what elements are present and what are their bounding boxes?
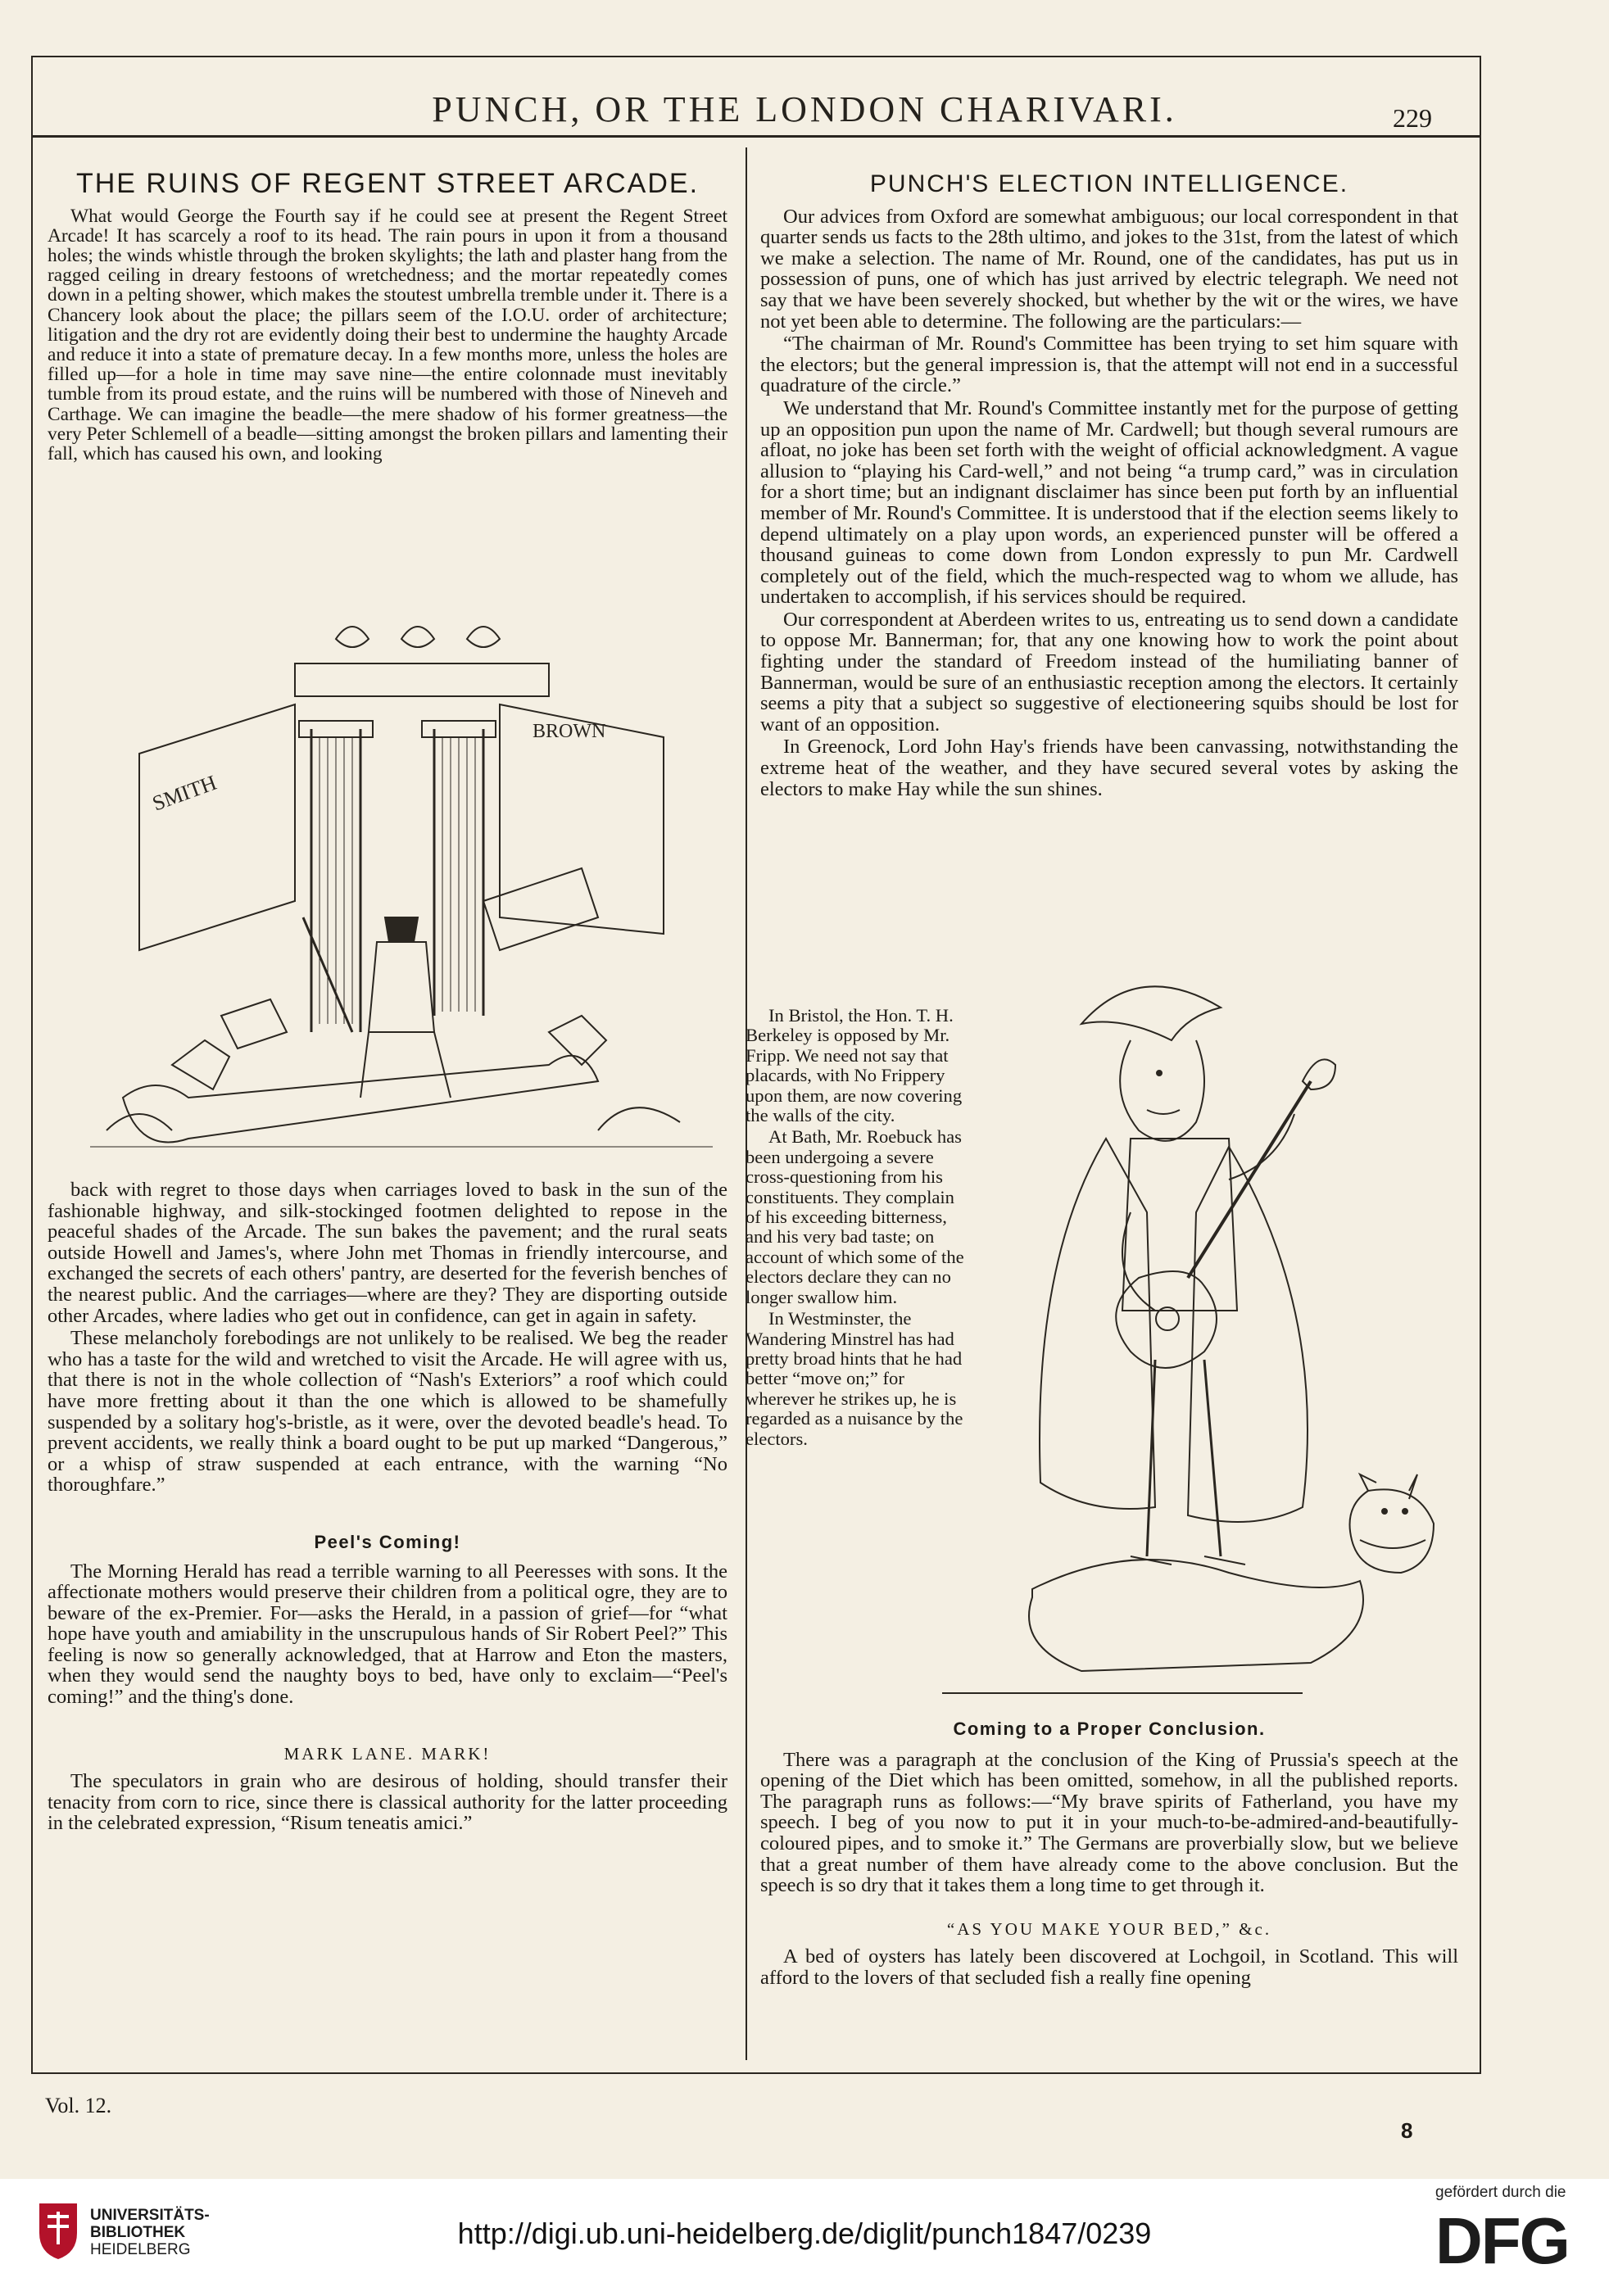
left-margin-rule [31, 56, 33, 2074]
library-line-1: UNIVERSITÄTS- [90, 2207, 210, 2224]
election-paragraph-1: Our advices from Oxford are somewhat ambiguous; our local correspondent in that quarter sends us facts to the 28th ultimo, and jokes to the 31st, from the latest of which we make a selection. The name of Mr. Round, one of the candidates, has put us in possession of puns, one of which has just arrived by electric telegraph. We need not say that we have been severely shocked, but whether by the wit or the wires, we have not yet been able to determine. The following are the particulars:— [760, 205, 1458, 333]
ruins-paragraph-1: What would George the Fourth say if he could see at present the Regent Street Arcade! It has scarcely a roof to its head. The rain pours in upon it from a thousand holes; the winds whistle through the broken skylights; the lath and plaster hang from the ragged ceiling in dreary festoons of wretchedness; and the mortar repeatedly comes down in a pelting shower, which makes the stoutest umbrella tremble under it. There is a Chancery look about the place; the pillars seem of the I.O.U. order of architecture; litigation and the dry rot are evidently doing their best to undermine the haughty Arcade and reduce it into a state of premature decay. In a few months more, unless the holes are filled up—for a hole in time may save nine—the entire colonnade must inevitably tumble from its proud estate, and the ruins will be numbered with those of Nineveh and Carthage. We can imagine the beadle—the mere shadow of his former greatness—the very Peter Schlemell of a beadle—sitting amongst the broken pillars and lamenting their fall, which has caused his own, and looking [48, 205, 727, 465]
running-title: PUNCH, OR THE LONDON CHARIVARI. [432, 89, 1177, 129]
bottom-rule [31, 2072, 1481, 2074]
signature-mark: 8 [1401, 2118, 1413, 2143]
mark-lane-paragraph: The speculators in grain who are desirous of holding, should transfer their tenacity from corn to rice, since there is classical authority for the latter proceeding in the celebrated expression, “Risum teneatis amici.” [48, 1770, 727, 1835]
election-paragraph-6: In Bristol, the Hon. T. H. Berkeley is opposed by Mr. Fripp. We need not say that placards, with No Frippery upon them, are now covering the walls of the city. [746, 1005, 963, 1126]
peel-paragraph: The Morning Herald has read a terrible warning to all Peeresses with sons. It the affectionate mothers would preserve their children from a political ogre, they are to beware of the ex-Premier. For—asks the Herald, in a passion of grief—for “what hope have youth and amiability in the unscrupulous hands of Sir Robert Peel?” This feeling is now so generally acknowledged, that at Harrow and Eton the masters, when they would send the naughty boys to bed, have only to exclaim—“Peel's coming!” and the thing's done. [48, 1560, 727, 1709]
header-rule [31, 135, 1481, 138]
coming-heading: Coming to a Proper Conclusion. [953, 1719, 1266, 1739]
digitization-bar [0, 2179, 1609, 2296]
bed-heading: “AS YOU MAKE YOUR BED,” &c. [946, 1918, 1272, 1939]
page-number: 229 [1393, 103, 1432, 133]
sign-brown: BROWN [533, 721, 606, 742]
election-paragraph-8: In Westminster, the Wandering Minstrel has had pretty broad hints that he had better “move on;” for wherever he strikes up, he is regarded as a nuisance by the electors. [746, 1308, 963, 1449]
ruins-paragraph-2: back with regret to those days when carriages loved to bask in the sun of the fashionable highway, and silk-stockinged footmen delighted to repose in the peaceful shades of the Arcade. The sun bakes the pavement; and the rural seats outside Howell and James's, where John met Thomas in friendly intercourse, and exchanged the secrets of each others' pantry, are deserted for the feverish benches of the nearest public. And the carriages—where are they? They are disporting outside other Arcades, where ladies who get out in confidence, can get in again in safety. [48, 1179, 727, 1327]
mark-lane-heading: MARK LANE. MARK! [283, 1743, 492, 1764]
funded-by-label: gefördert durch die [1435, 2184, 1566, 2201]
left-column-top [48, 168, 727, 465]
ruins-heading: THE RUINS OF REGENT STREET ARCADE. [75, 168, 700, 199]
right-column-top [760, 170, 1458, 801]
bed-paragraph: A bed of oysters has lately been discovered at Lochgoil, in Scotland. This will afford to the lovers of that secluded fish a really fine opening [760, 1945, 1458, 1989]
volume-label: Vol. 12. [45, 2094, 112, 2117]
wandering-minstrel-illustration [983, 967, 1458, 1687]
library-line-3: HEIDELBERG [90, 2241, 191, 2258]
sign-smith: SMITH [149, 770, 220, 816]
election-paragraph-4: Our correspondent at Aberdeen writes to us, entreating us to send down a candidate to oppose Mr. Bannerman; for, that any one knowing how to work the point about fighting under the standard of Freedom instead of the humiliating banner of Bannerman, would be sure of an enthusiastic reception among the electors. It certainly seems a pity that a subject so suggestive of electioneering squibs should be lost for want of an opposition. [760, 608, 1458, 736]
election-heading: PUNCH'S ELECTION INTELLIGENCE. [869, 170, 1349, 197]
top-outer-rule [31, 56, 1481, 57]
dfg-logo: DFG [1435, 2204, 1569, 2277]
right-column-bottom [760, 1719, 1458, 1990]
section-rule [942, 1692, 1303, 1694]
arcade-ruins-illustration [90, 606, 713, 1171]
right-narrow-column [746, 1006, 968, 1451]
library-line-2: BIBLIOTHEK [90, 2224, 186, 2241]
election-paragraph-7: At Bath, Mr. Roebuck has been undergoing a severe cross-questioning from his constituents. They complain of his exceeding bitterness, and his very bad taste; on account of which some of the electors declare they can no longer swallow him. [746, 1126, 964, 1307]
election-paragraph-5: In Greenock, Lord John Hay's friends have been canvassing, notwithstanding the extreme heat of the weather, and they have secured several votes by asking the electors to make Hay while the sun shines. [760, 736, 1458, 800]
permalink-url[interactable]: http://digi.ub.uni-heidelberg.de/diglit/punch1847/0239 [457, 2217, 1152, 2250]
election-paragraph-3: We understand that Mr. Round's Committee instantly met for the purpose of getting up an opposition pun upon the name of Mr. Cardwell; but though several rumours are afloat, no joke has been set forth with the weight of official acknowledgment. A vague allusion to “playing his Card-well,” and not being “a trump card,” was in circulation for a short time; but an indignant disclaimer has since been put forth by an influential member of Mr. Round's Committee. It is understood that if the election seems likely to depend ultimately on a play upon words, an experienced punster will be offered a thousand guineas to come down from London expressly to pun Mr. Cardwell completely out of the field, which the much-respected wag to whom we allude, has undertaken to accomplish, if his services should be required. [760, 396, 1458, 609]
right-margin-rule [1480, 56, 1481, 2074]
coming-paragraph: There was a paragraph at the conclusion of the King of Prussia's speech at the opening of the Diet which has been omitted, somehow, in all the published reports. The paragraph runs as follows:—“My brave spirits of Fatherland, you have my speech. I beg of you now to put it in your much-to-be-admired-and-beautifully-coloured pipes, and to smoke it.” The Germans are proverbially slow, but we believe that a great number of them have already come to the above conclusion. But the speech is so dry that it takes them a long time to get through it. [760, 1748, 1458, 1897]
peel-heading: Peel's Coming! [314, 1531, 461, 1552]
ruins-paragraph-3: These melancholy forebodings are not unlikely to be realised. We beg the reader who has a taste for the wild and wretched to visit the Arcade. He will agree with us, that there is not in the whole collection of “Nash's Exteriors” a roof which could have more fretting about it than the one which is allowed to be shamefully suspended by a solitary hog's-bristle, as it were, over the devoted beadle's head. To prevent accidents, we really think a board ought to be put up marked “Dangerous,” or a whisp of straw suspended at each entrance, with the warning “No thoroughfare.” [48, 1327, 727, 1497]
left-column-bottom [48, 1180, 727, 1836]
election-paragraph-2: “The chairman of Mr. Round's Committee has been trying to set him square with the electors; but the general impression is, that the attempt will not end in a successful quadrature of the circle.” [760, 333, 1458, 397]
